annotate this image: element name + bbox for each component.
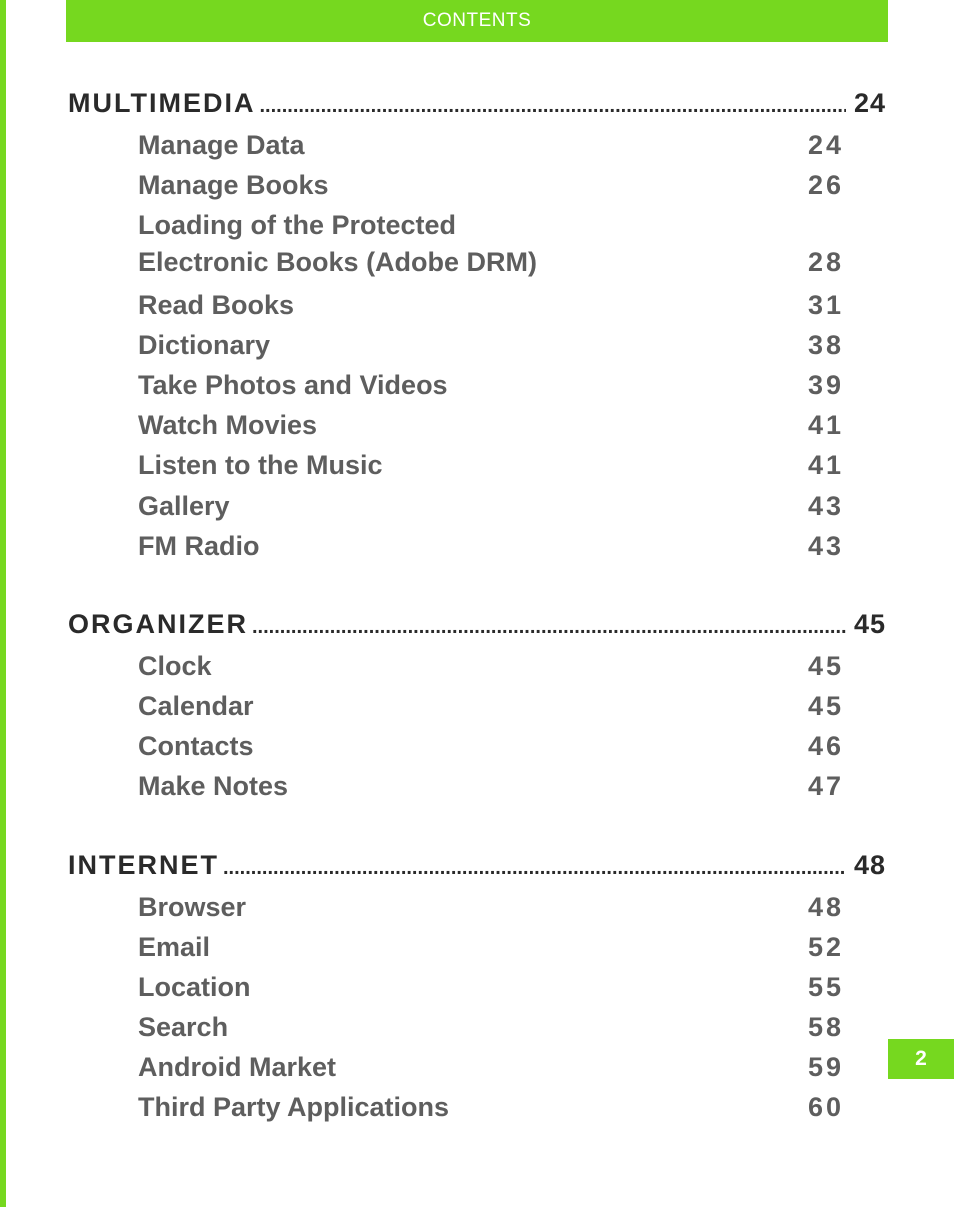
toc-entry[interactable]: [138, 287, 844, 324]
toc-entry-label: Browser: [138, 892, 247, 922]
toc-entry[interactable]: [138, 407, 844, 444]
toc-entry-label: Take Photos and Videos: [138, 370, 448, 400]
toc-entry-label: Contacts: [138, 731, 254, 761]
dot-leader: [223, 857, 846, 880]
toc-entry[interactable]: [138, 1009, 844, 1046]
toc-entry[interactable]: [138, 528, 844, 565]
toc-entry-page: 39: [807, 370, 844, 400]
toc-entry-label: Watch Movies: [138, 410, 318, 440]
toc-entry-label: Read Books: [138, 290, 295, 320]
dot-leader: [259, 95, 845, 118]
toc-entry-page: 41: [807, 450, 844, 480]
toc-entry-page: 31: [807, 290, 844, 320]
toc-entry[interactable]: [138, 688, 844, 725]
toc-entry-label-line1: Loading of the Protected: [138, 210, 457, 240]
toc-entry[interactable]: [138, 167, 844, 204]
toc-entry-page: 60: [807, 1092, 844, 1122]
toc-entry[interactable]: [138, 889, 844, 926]
section-page: 48: [853, 850, 886, 880]
section-page: 45: [853, 609, 886, 639]
toc-entry-page: 46: [807, 731, 844, 761]
toc-entry[interactable]: [138, 447, 844, 484]
toc-entry[interactable]: [138, 648, 844, 685]
toc-section-multimedia[interactable]: [68, 88, 886, 122]
toc-entry-page: 43: [807, 491, 844, 521]
page-number: 2: [915, 1047, 927, 1070]
toc-entry-page: 28: [807, 247, 844, 277]
toc-entry-label: Make Notes: [138, 771, 289, 801]
section-title: MULTIMEDIA: [68, 88, 256, 118]
dot-leader: [252, 616, 846, 639]
toc-entry[interactable]: [138, 768, 844, 805]
toc-entry[interactable]: [138, 1049, 844, 1086]
header-title: CONTENTS: [422, 10, 532, 31]
toc-entry-label: Gallery: [138, 491, 230, 521]
toc-entry-page: 52: [807, 932, 844, 962]
section-page: 24: [853, 88, 886, 118]
toc-section-internet[interactable]: [68, 850, 886, 884]
toc-entry-page: 55: [807, 972, 844, 1002]
header-bar: [66, 0, 888, 42]
toc-entry-page: 41: [807, 410, 844, 440]
toc-entry-page: 59: [807, 1052, 844, 1082]
toc-entry[interactable]: [138, 969, 844, 1006]
toc-entry-page: 43: [807, 531, 844, 561]
toc-entry[interactable]: [138, 929, 844, 966]
toc-entry-label: Listen to the Music: [138, 450, 383, 480]
toc-entry-label: Dictionary: [138, 330, 271, 360]
toc-entry-page: 48: [807, 892, 844, 922]
toc-entry-page: 24: [807, 130, 844, 160]
toc-entry[interactable]: [138, 488, 844, 525]
toc-entry-label: Location: [138, 972, 251, 1002]
section-title: INTERNET: [68, 850, 219, 880]
toc-entry-label: Manage Data: [138, 130, 305, 160]
toc-entry-label: Third Party Applications: [138, 1092, 450, 1122]
toc-entry-page: 26: [807, 170, 844, 200]
toc-entry-page: 47: [807, 771, 844, 801]
toc-entry[interactable]: [138, 327, 844, 364]
toc-entry-label: Search: [138, 1012, 229, 1042]
toc-entry-label: Clock: [138, 651, 212, 681]
page-number-badge: [888, 1039, 954, 1079]
left-accent-rule: [0, 0, 6, 1207]
toc-entry-label: Android Market: [138, 1052, 337, 1082]
toc-entry-page: 45: [807, 691, 844, 721]
toc-entry[interactable]: [138, 127, 844, 164]
toc-entry-page: 45: [807, 651, 844, 681]
toc-entry-page: 38: [807, 330, 844, 360]
section-title: ORGANIZER: [68, 609, 248, 639]
toc-entry[interactable]: [138, 728, 844, 765]
toc-section-organizer[interactable]: [68, 609, 886, 643]
toc-entry-label: FM Radio: [138, 531, 260, 561]
toc-entry-page: 58: [807, 1012, 844, 1042]
toc-entry[interactable]: [138, 207, 844, 281]
toc-entry-label: Email: [138, 932, 211, 962]
toc-entry[interactable]: [138, 1089, 844, 1126]
toc-entry-label: Manage Books: [138, 170, 329, 200]
toc-entry-label: Calendar: [138, 691, 254, 721]
toc-entry-label-line2: Electronic Books (Adobe DRM): [138, 247, 538, 277]
toc-entry[interactable]: [138, 367, 844, 404]
